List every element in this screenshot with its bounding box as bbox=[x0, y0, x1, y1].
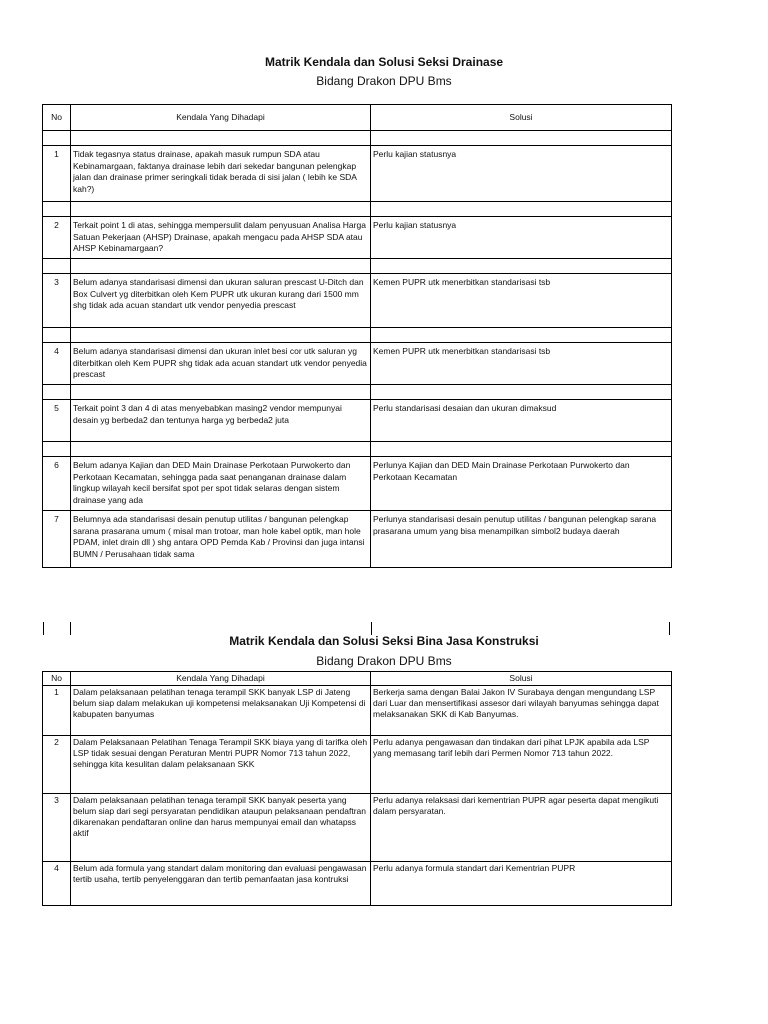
table-header-row bbox=[43, 105, 672, 131]
spacer-cell bbox=[71, 131, 371, 146]
section1-subtitle: Bidang Drakon DPU Bms bbox=[316, 74, 452, 88]
row-solusi: Perlu adanya formula standart dari Kementrian PUPR bbox=[371, 862, 672, 906]
row-solusi: Perlunya Kajian dan DED Main Drainase Perkotaan Purwokerto dan Perkotaan Kecamatan bbox=[371, 457, 672, 511]
section2-title: Matrik Kendala dan Solusi Seksi Bina Jasa Konstruksi bbox=[229, 634, 539, 648]
spacer-cell bbox=[371, 131, 672, 146]
spacer-cell bbox=[43, 131, 71, 146]
table-row bbox=[43, 794, 672, 862]
row-kendala: Dalam Pelaksanaan Pelatihan Tenaga Terampil SKK biaya yang di tarifka oleh LSP tidak sesuai dengan Peraturan Mentri PUPR Nomor 713 tahun 2022, sehingga kita kesulitan dalam pelaksanaan SKK bbox=[71, 736, 371, 794]
row-solusi: Perlu kajian statusnya bbox=[371, 146, 672, 202]
spacer-cell bbox=[43, 385, 71, 400]
spacer-row bbox=[43, 202, 672, 217]
spacer-cell bbox=[43, 328, 71, 343]
row-no: 2 bbox=[43, 217, 71, 259]
spacer-cell bbox=[71, 259, 371, 274]
row-kendala: Belum ada formula yang standart dalam monitoring dan evaluasi pengawasan tertib usaha, tertib penyelenggaran dan tertib pemanfaatan jasa kontruksi bbox=[71, 862, 371, 906]
spacer-cell bbox=[71, 385, 371, 400]
row-no: 3 bbox=[43, 274, 71, 328]
row-kendala: Dalam pelaksanaan pelatihan tenaga terampil SKK banyak LSP di Jateng belum siap dalam melakukan uji kompetensi melaksanakan Uji Kompetensi di kabupaten banyumas bbox=[71, 686, 371, 736]
row-solusi: Kemen PUPR utk menerbitkan standarisasi tsb bbox=[371, 274, 672, 328]
section1-title: Matrik Kendala dan Solusi Seksi Drainase bbox=[264, 55, 504, 69]
table-row bbox=[43, 146, 672, 202]
spacer-cell bbox=[43, 202, 71, 217]
section2-subtitle: Bidang Drakon DPU Bms bbox=[316, 654, 452, 668]
row-solusi: Berkerja sama dengan Balai Jakon IV Surabaya dengan mengundang LSP dari Luar dan mensertifikasi assesor dari wilayah banyumas sehingga dapat melaksanakan SKK di Kab Banyumas. bbox=[371, 686, 672, 736]
row-no: 5 bbox=[43, 400, 71, 442]
spacer-cell bbox=[71, 442, 371, 457]
spacer-cell bbox=[71, 328, 371, 343]
row-solusi: Perlu standarisasi desaian dan ukuran dimaksud bbox=[371, 400, 672, 442]
header-solusi: Solusi bbox=[371, 672, 672, 686]
table-row bbox=[43, 274, 672, 328]
row-kendala: Dalam pelaksanaan pelatihan tenaga terampil SKK banyak peserta yang belum siap dari segi persyaratan pendidikan ataupun pelaksanaan pendaftran dikarenakan pendaftaran online dan harus mempunyai email dan whatapss aktif bbox=[71, 794, 371, 862]
row-no: 3 bbox=[43, 794, 71, 862]
jasa-konstruksi-table bbox=[42, 671, 672, 906]
row-kendala: Terkait point 1 di atas, sehingga mempersulit dalam penyusuan Analisa Harga Satuan Pekerjaan (AHSP) Drainase, apakah mengacu pada AHSP SDA atau AHSP Kebinamargaan? bbox=[71, 217, 371, 259]
spacer-cell bbox=[43, 259, 71, 274]
row-no: 1 bbox=[43, 686, 71, 736]
table-row bbox=[43, 457, 672, 511]
spacer-row bbox=[43, 328, 672, 343]
table-row bbox=[43, 736, 672, 794]
spacer-row bbox=[43, 131, 672, 146]
row-kendala: Tidak tegasnya status drainase, apakah masuk rumpun SDA atau Kebinamargaan, faktanya drainase lebih dari sekedar bangunan pelengkap jalan dan drainase primer seringkali tidak berada di sisi jalan ( lebih ke SDA kah?) bbox=[71, 146, 371, 202]
table-row bbox=[43, 343, 672, 385]
row-kendala: Belum adanya Kajian dan DED Main Drainase Perkotaan Purwokerto dan Perkotaan Kecamatan, sehingga pada saat penanganan drainase dalam lingkup wilayah kecil bersifat spot per spot tidak selaras dengan sistem drainase yang ada bbox=[71, 457, 371, 511]
row-solusi: Perlunya standarisasi desain penutup utilitas / bangunan pelengkap sarana prasarana umum yang bisa menampilkan simbol2 budaya daerah bbox=[371, 511, 672, 568]
row-solusi: Kemen PUPR utk menerbitkan standarisasi tsb bbox=[371, 343, 672, 385]
header-no: No bbox=[43, 672, 71, 686]
row-kendala: Belum adanya standarisasi dimensi dan ukuran inlet besi cor utk saluran yg diterbitkan oleh Kem PUPR shg tidak ada acuan standart utk vendor penyedia prescast bbox=[71, 343, 371, 385]
spacer-row bbox=[43, 442, 672, 457]
row-no: 2 bbox=[43, 736, 71, 794]
spacer-cell bbox=[371, 328, 672, 343]
header-kendala: Kendala Yang Dihadapi bbox=[71, 105, 371, 131]
drainase-table bbox=[42, 104, 672, 568]
row-solusi: Perlu adanya relaksasi dari kementrian PUPR agar peserta dapat mengikuti dalam persyaratan. bbox=[371, 794, 672, 862]
table-row bbox=[43, 862, 672, 906]
row-solusi: Perlu kajian statusnya bbox=[371, 217, 672, 259]
row-solusi: Perlu adanya pengawasan dan tindakan dari pihat LPJK apabila ada LSP yang memasang tarif lebih dari Permen Nomor 713 tahun 2022. bbox=[371, 736, 672, 794]
table-row bbox=[43, 511, 672, 568]
table-row bbox=[43, 400, 672, 442]
row-kendala: Belum adanya standarisasi dimensi dan ukuran saluran prescast U-Ditch dan Box Culvert yg diterbitkan oleh Kem PUPR utk ukuran kurang dari 1500 mm shg tidak ada acuan standart utk vendor penyedia prescast bbox=[71, 274, 371, 328]
spacer-cell bbox=[71, 202, 371, 217]
spacer-row bbox=[43, 259, 672, 274]
header-solusi: Solusi bbox=[371, 105, 672, 131]
row-no: 6 bbox=[43, 457, 71, 511]
spacer-cell bbox=[371, 385, 672, 400]
spacer-cell bbox=[371, 259, 672, 274]
spacer-cell bbox=[371, 442, 672, 457]
spacer-cell bbox=[43, 442, 71, 457]
header-kendala: Kendala Yang Dihadapi bbox=[71, 672, 371, 686]
row-no: 4 bbox=[43, 862, 71, 906]
header-no: No bbox=[43, 105, 71, 131]
spacer-row bbox=[43, 385, 672, 400]
row-no: 7 bbox=[43, 511, 71, 568]
table-header-row bbox=[43, 672, 672, 686]
row-no: 1 bbox=[43, 146, 71, 202]
row-no: 4 bbox=[43, 343, 71, 385]
row-kendala: Terkait point 3 dan 4 di atas menyebabkan masing2 vendor mempunyai desain yg berbeda2 dan tentunya harga yg berbeda2 juta bbox=[71, 400, 371, 442]
table-row bbox=[43, 686, 672, 736]
row-kendala: Belumnya ada standarisasi desain penutup utilitas / bangunan pelengkap sarana prasarana umum ( misal man trotoar, man hole kabel optik, man hole PDAM, inlet drain dll ) shg antara OPD Pemda Kab / Provinsi dan juga intansi BUMN / Perusahaan tidak sama bbox=[71, 511, 371, 568]
spacer-cell bbox=[371, 202, 672, 217]
table-row bbox=[43, 217, 672, 259]
